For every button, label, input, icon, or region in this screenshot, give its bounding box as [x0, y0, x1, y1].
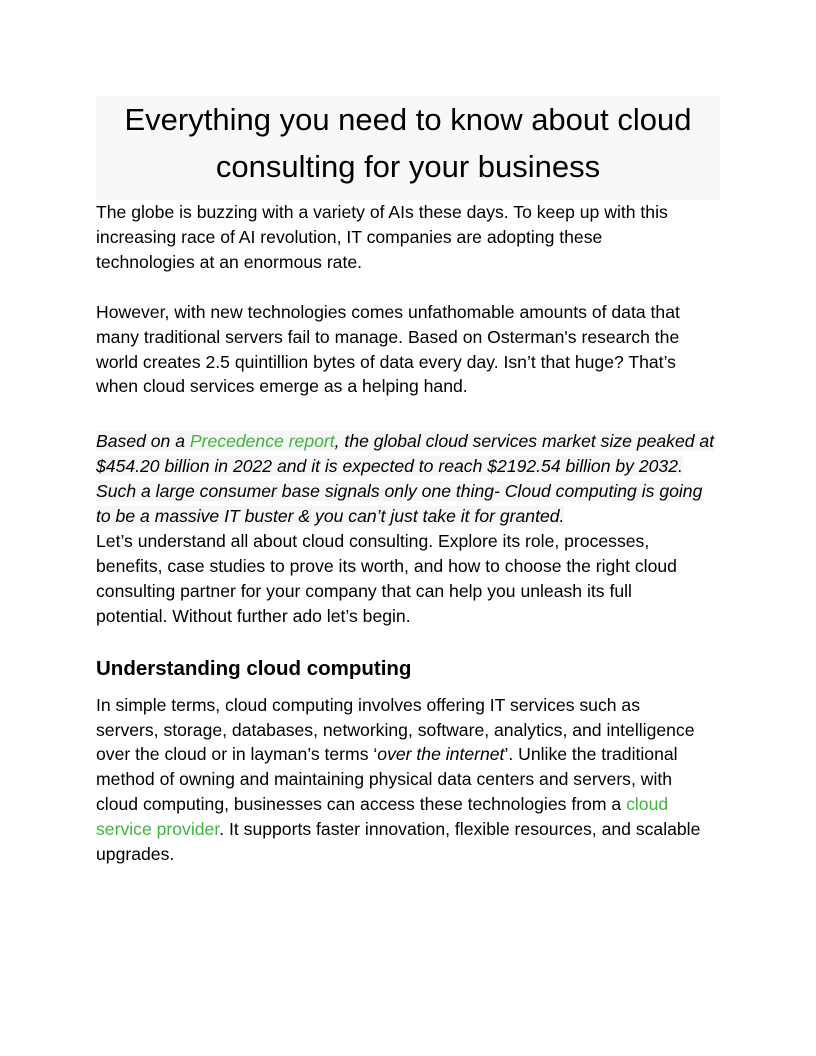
definition-line: method of owning and maintaining physical data centers and servers, with [96, 769, 673, 790]
data-paragraph [96, 300, 720, 400]
overview-paragraph [96, 529, 720, 629]
title-line-1: Everything you need to know about cloud [124, 102, 692, 137]
data-line: world creates 2.5 quintillion bytes of data every day. Isn’t that huge? That’s [96, 351, 676, 372]
definition-line: servers, storage, databases, networking, software, analytics, and intelligence [96, 719, 695, 740]
quote-text: , the global cloud services market size peaked at [334, 431, 715, 452]
overview-line: potential. Without further ado let’s begin. [96, 605, 411, 626]
quote-text: Such a large consumer base signals only one thing- Cloud computing is going [96, 481, 703, 502]
quote-prefix: Based on a [96, 431, 190, 452]
definition-line: upgrades. [96, 844, 175, 865]
definition-line: In simple terms, cloud computing involves offering IT services such as [96, 694, 641, 715]
overview-line: Let’s understand all about cloud consulting. Explore its role, processes, [96, 530, 650, 551]
definition-text: ’. Unlike the traditional [504, 744, 678, 765]
cloud-service-provider-link[interactable]: service provider [96, 819, 220, 840]
cloud-definition-paragraph [96, 693, 720, 867]
quote-text: to be a massive IT buster & you can’t just take it for granted. [96, 506, 565, 527]
data-line: many traditional servers fail to manage. Based on Osterman's research the [96, 326, 680, 347]
definition-text: over the cloud or in layman’s terms ‘ [96, 744, 378, 765]
quote-block [96, 429, 720, 529]
over-the-internet-emphasis: over the internet [377, 744, 505, 765]
title-line-2: consulting for your business [215, 149, 601, 184]
section-heading: Understanding cloud computing [96, 656, 412, 680]
document-title [96, 96, 720, 200]
precedence-report-link[interactable]: Precedence report [189, 431, 335, 452]
intro-line: increasing race of AI revolution, IT companies are adopting these [96, 226, 603, 247]
document-page [96, 96, 720, 867]
definition-text: . It supports faster innovation, flexible resources, and scalable [219, 819, 701, 840]
overview-line: consulting partner for your company that can help you unleash its full [96, 580, 632, 601]
data-line: when cloud services emerge as a helping hand. [96, 376, 468, 397]
intro-paragraph [96, 200, 720, 275]
intro-line: The globe is buzzing with a variety of AIs these days. To keep up with this [96, 202, 668, 222]
overview-line: benefits, case studies to prove its worth, and how to choose the right cloud [96, 555, 677, 576]
data-line: However, with new technologies comes unfathomable amounts of data that [96, 301, 680, 322]
quote-text: $454.20 billion in 2022 and it is expected to reach $2192.54 billion by 2032. [96, 456, 683, 477]
intro-line: technologies at an enormous rate. [96, 251, 363, 272]
definition-text: cloud computing, businesses can access these technologies from a [96, 794, 627, 815]
cloud-service-provider-link[interactable]: cloud [626, 794, 669, 815]
